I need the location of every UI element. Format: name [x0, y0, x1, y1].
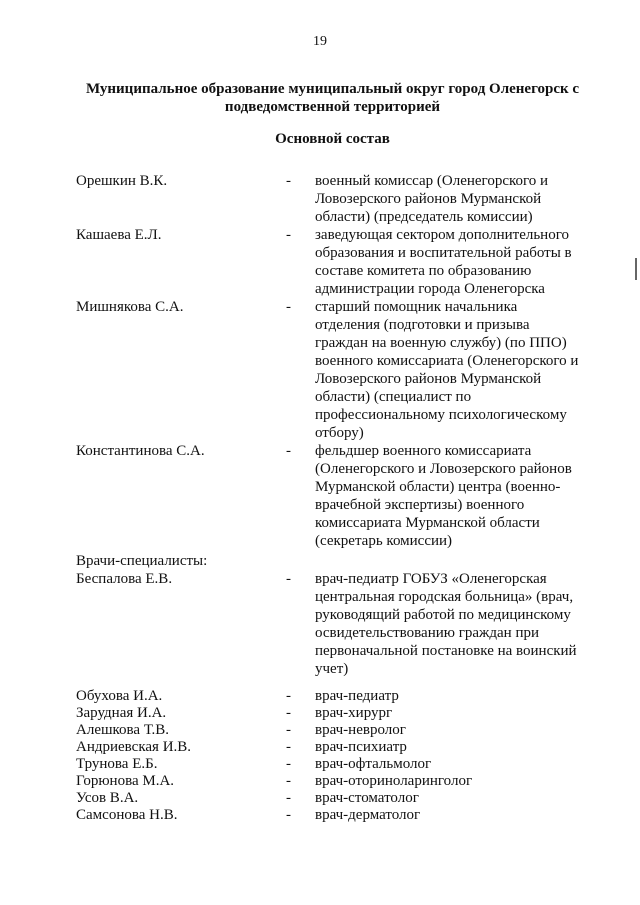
- specialist-role: врач-офтальмолог: [315, 756, 432, 772]
- member-name: Мишнякова С.А.: [76, 299, 184, 315]
- specialist-row: [76, 773, 596, 790]
- specialist-name: Зарудная И.А.: [76, 705, 167, 721]
- specialist-row: [76, 722, 596, 739]
- specialist-row: [76, 790, 596, 807]
- member-role: фельдшер военного комиссариата (Оленегорского и Ловозерского районов Мурманской области) центра (военно-врачебной экспертизы) военного комиссариата Мурманской области (секретарь комиссии): [315, 443, 572, 549]
- document-title: Муниципальное образование муниципальный округ город Оленегорск с подведомственной территорией: [85, 81, 580, 115]
- page-number: 19: [313, 34, 327, 49]
- specialist-role: врач-дерматолог: [315, 807, 421, 823]
- specialist-role: врач-хирург: [315, 705, 393, 721]
- specialist-row: [76, 739, 596, 756]
- dash-separator: -: [286, 739, 291, 755]
- member-role: военный комиссар (Оленегорского и Ловозерского районов Мурманской области) (председатель комиссии): [315, 173, 549, 225]
- commission-roster: [76, 172, 596, 824]
- dash-separator: -: [286, 756, 291, 772]
- dash-separator: -: [286, 173, 291, 189]
- member-row: [76, 226, 596, 298]
- specialist-role: врач-оториноларинголог: [315, 773, 473, 789]
- specialist-row: [76, 688, 596, 705]
- specialist-role: врач-стоматолог: [315, 790, 419, 806]
- member-row: [76, 172, 596, 226]
- dash-separator: -: [286, 722, 291, 738]
- specialist-name: Андриевская И.В.: [76, 739, 192, 755]
- specialist-name: Горюнова М.А.: [76, 773, 175, 789]
- specialist-row: [76, 756, 596, 773]
- specialist-role: врач-педиатр: [315, 688, 399, 704]
- dash-separator: -: [286, 790, 291, 806]
- specialist-name: Самсонова Н.В.: [76, 807, 178, 823]
- specialist-name: Алешкова Т.В.: [76, 722, 170, 738]
- specialist-role: врач-невролог: [315, 722, 406, 738]
- dash-separator: -: [286, 227, 291, 243]
- dash-separator: -: [286, 807, 291, 823]
- specialist-role: врач-педиатр ГОБУЗ «Оленегорская центральная городская больница» (врач, руководящий работой по медицинскому освидетельствованию граждан при первоначальной постановке на воинский учет): [315, 571, 577, 677]
- member-name: Орешкин В.К.: [76, 173, 168, 189]
- dash-separator: -: [286, 688, 291, 704]
- member-row: [76, 442, 596, 550]
- member-name: Константинова С.А.: [76, 443, 205, 459]
- specialist-name: Обухова И.А.: [76, 688, 163, 704]
- member-row: [76, 298, 596, 442]
- specialist-row: [76, 570, 596, 678]
- specialist-row: [76, 705, 596, 722]
- member-name: Кашаева Е.Л.: [76, 227, 162, 243]
- scan-edge-mark: [635, 258, 637, 280]
- specialist-name: Трунова Е.Б.: [76, 756, 158, 772]
- section-subtitle: Основной состав: [275, 131, 390, 147]
- specialist-row: [76, 807, 596, 824]
- specialists-heading: Врачи-специалисты:: [76, 553, 208, 569]
- dash-separator: -: [286, 571, 291, 587]
- dash-separator: -: [286, 773, 291, 789]
- dash-separator: -: [286, 443, 291, 459]
- dash-separator: -: [286, 705, 291, 721]
- specialist-role: врач-психиатр: [315, 739, 407, 755]
- specialist-name: Беспалова Е.В.: [76, 571, 173, 587]
- dash-separator: -: [286, 299, 291, 315]
- member-role: заведующая сектором дополнительного образования и воспитательной работы в составе комитета по образованию администрации города Оленегорска: [315, 227, 572, 297]
- specialist-name: Усов В.А.: [76, 790, 139, 806]
- member-role: старший помощник начальника отделения (подготовки и призыва граждан на военную службу) (по ППО) военного комиссариата (Оленегорского и Ловозерского районов Мурманской области) (специалист по профессиональному психологическому отбору): [315, 299, 579, 441]
